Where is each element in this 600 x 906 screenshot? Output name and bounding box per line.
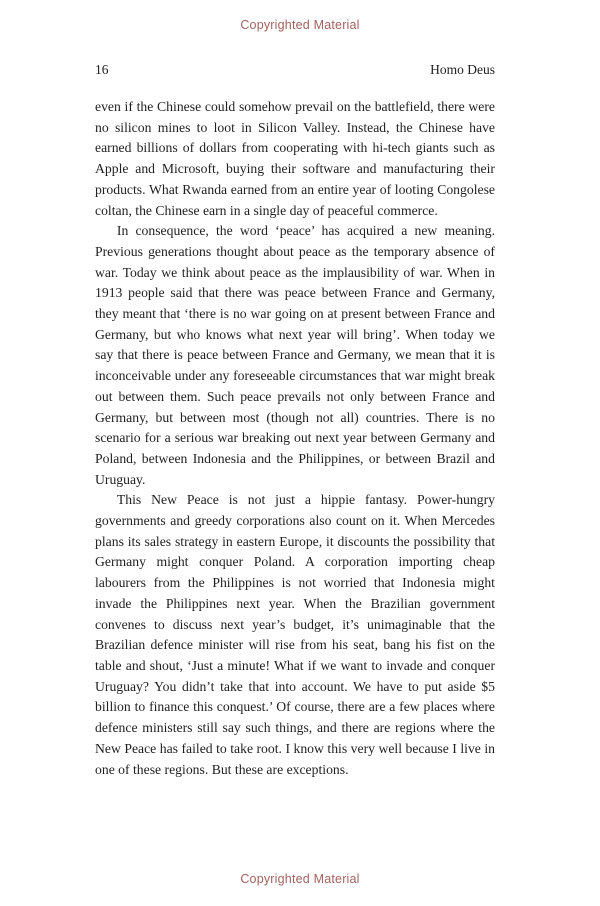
running-header [95,62,495,78]
running-title: Homo Deus [430,62,495,77]
paragraph-1: even if the Chinese could somehow prevail on the battlefield, there were no silicon mines to loot in Silicon Valley. Instead, the Chinese have earned billions of dollars from cooperating with hi-tech giants such as Apple and Microsoft, buying their software and manufacturing their products. What Rwanda earned from an entire year of looting Congolese coltan, the Chinese earn in a single day of peaceful commerce. [95,99,495,218]
paragraph-2: In consequence, the word ‘peace’ has acquired a new meaning. Previous generations thought about peace as the temporary absence of war. Today we think about peace as the implausibility of war. When in 1913 people said that there was peace between France and Germany, they meant that ‘there is no war going on at present between France and Germany, but who knows what next year will bring’. When today we say that there is peace between France and Germany, we mean that it is inconceivable under any foreseeable circumstances that war might break out between them. Such peace prevails not only between France and Germany, but between most (though not all) countries. There is no scenario for a serious war breaking out next year between Germany and Poland, between Indonesia and the Philippines, or between Brazil and Uruguay. [95,223,495,487]
page-number: 16 [95,62,109,77]
copyright-notice-bottom: Copyrighted Material [240,872,360,886]
copyright-notice-top: Copyrighted Material [240,18,360,32]
paragraph-3: This New Peace is not just a hippie fantasy. Power-hungry governments and greedy corporations also count on it. When Mercedes plans its sales strategy in eastern Europe, it discounts the possibility that Germany might conquer Poland. A corporation importing cheap labourers from the Philippines is not worried that Indonesia might invade the Philippines next year. When the Brazilian government convenes to discuss next year’s budget, it’s unimaginable that the Brazilian defence minister will rise from his seat, bang his fist on the table and shout, ‘Just a minute! What if we want to invade and conquer Uruguay? You didn’t take that into account. We have to put aside $5 billion to finance this conquest.’ Of course, there are a few places where defence ministers still say such things, and there are regions where the New Peace has failed to take root. I know this very well because I live in one of these regions. But these are exceptions. [95,492,495,777]
page-body [95,97,495,780]
